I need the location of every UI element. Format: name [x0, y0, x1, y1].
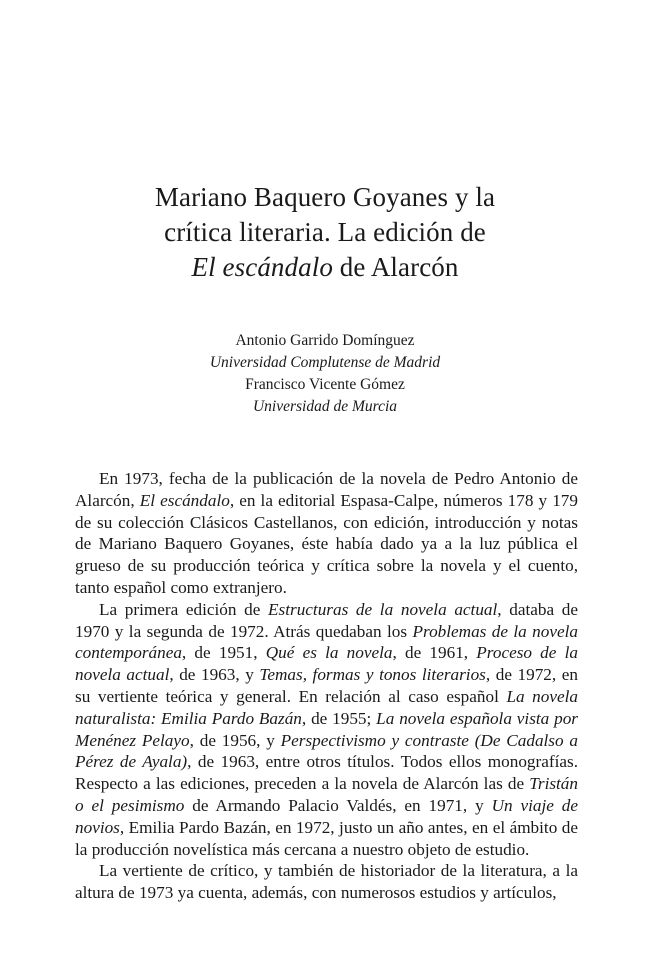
italic-title-reference: Problemas de la novela contemporánea	[75, 621, 578, 663]
body-paragraph	[75, 599, 578, 861]
author-affiliation: Universidad Complutense de Madrid	[209, 354, 441, 371]
text-run: , de 1963, y	[169, 665, 260, 685]
body-paragraph	[75, 860, 578, 904]
text-run: La vertiente de crítico, y también de historiador de la literatura, a la altura de 1973 ya cuenta, además, con numerosos estudios y artículos,	[75, 861, 578, 903]
italic-title-reference: Un viaje de novios	[75, 795, 578, 837]
italic-title-reference: La novela naturalista: Emilia Pardo Bazán	[75, 686, 578, 728]
italic-title-reference: La novela española vista por Menénez Pelayo	[75, 708, 578, 750]
title-line-3	[60, 250, 590, 285]
author-name: Antonio Garrido Domínguez	[235, 332, 415, 349]
title-line-1: Mariano Baquero Goyanes y la	[154, 182, 496, 212]
author-name: Francisco Vicente Gómez	[245, 376, 405, 393]
text-run: , de 1956, y	[189, 730, 281, 750]
text-run: , de 1961,	[392, 643, 477, 663]
italic-title-reference: Tristán o el pesimismo	[75, 774, 578, 815]
text-run: , databa de 1970 y la segunda de 1972. Atrás quedaban los	[75, 599, 578, 641]
article-title	[60, 180, 590, 285]
body-text	[75, 468, 578, 904]
text-run: de Armando Palacio Valdés, en 1971, y	[184, 795, 492, 815]
title-line-3-rest: de Alarcón	[332, 252, 459, 282]
author-block	[100, 330, 550, 418]
text-run: , Emilia Pardo Bazán, en 1972, justo un año antes, en el ámbito de la producción novelística más cercana a nuestro objeto de estudio.	[75, 817, 578, 859]
italic-title-reference: Estructuras de la novela actual	[268, 599, 498, 619]
italic-title-reference: Qué es la novela	[265, 643, 393, 663]
author-affiliation: Universidad de Murcia	[252, 398, 398, 415]
italic-title-reference: Proceso de la novela actual	[75, 643, 578, 685]
title-italic-work: El escándalo	[191, 252, 333, 282]
text-run: , de 1972, en su vertiente teórica y general. En relación al caso español	[75, 665, 578, 706]
text-run: La primera edición de	[99, 599, 269, 619]
italic-title-reference: Temas, formas y tonos literarios	[259, 665, 486, 685]
text-run: , de 1951,	[181, 643, 266, 663]
italic-title-reference: Perspectivismo y contraste (De Cadalso a Pérez de Ayala)	[75, 730, 578, 772]
title-line-2: crítica literaria. La edición de	[164, 217, 486, 247]
text-run: , en la editorial Espasa-Calpe, números 178 y 179 de su colección Clásicos Castellanos, con edición, introducción y notas de Mariano Baquero Goyanes, éste había dado ya a la luz pública el grueso de su producción teórica y crítica sobre la novela y el cuento, tanto español como extranjero.	[75, 490, 578, 597]
italic-title-reference: El escándalo	[139, 490, 230, 510]
body-paragraph	[75, 468, 578, 599]
text-run: , de 1963, entre otros títulos. Todos ellos monografías. Respecto a las ediciones, preceden a la novela de Alarcón las de	[75, 752, 578, 794]
text-run: En 1973, fecha de la publicación de la novela de Pedro Antonio de Alarcón,	[75, 469, 578, 510]
text-run: , de 1955;	[301, 708, 377, 728]
